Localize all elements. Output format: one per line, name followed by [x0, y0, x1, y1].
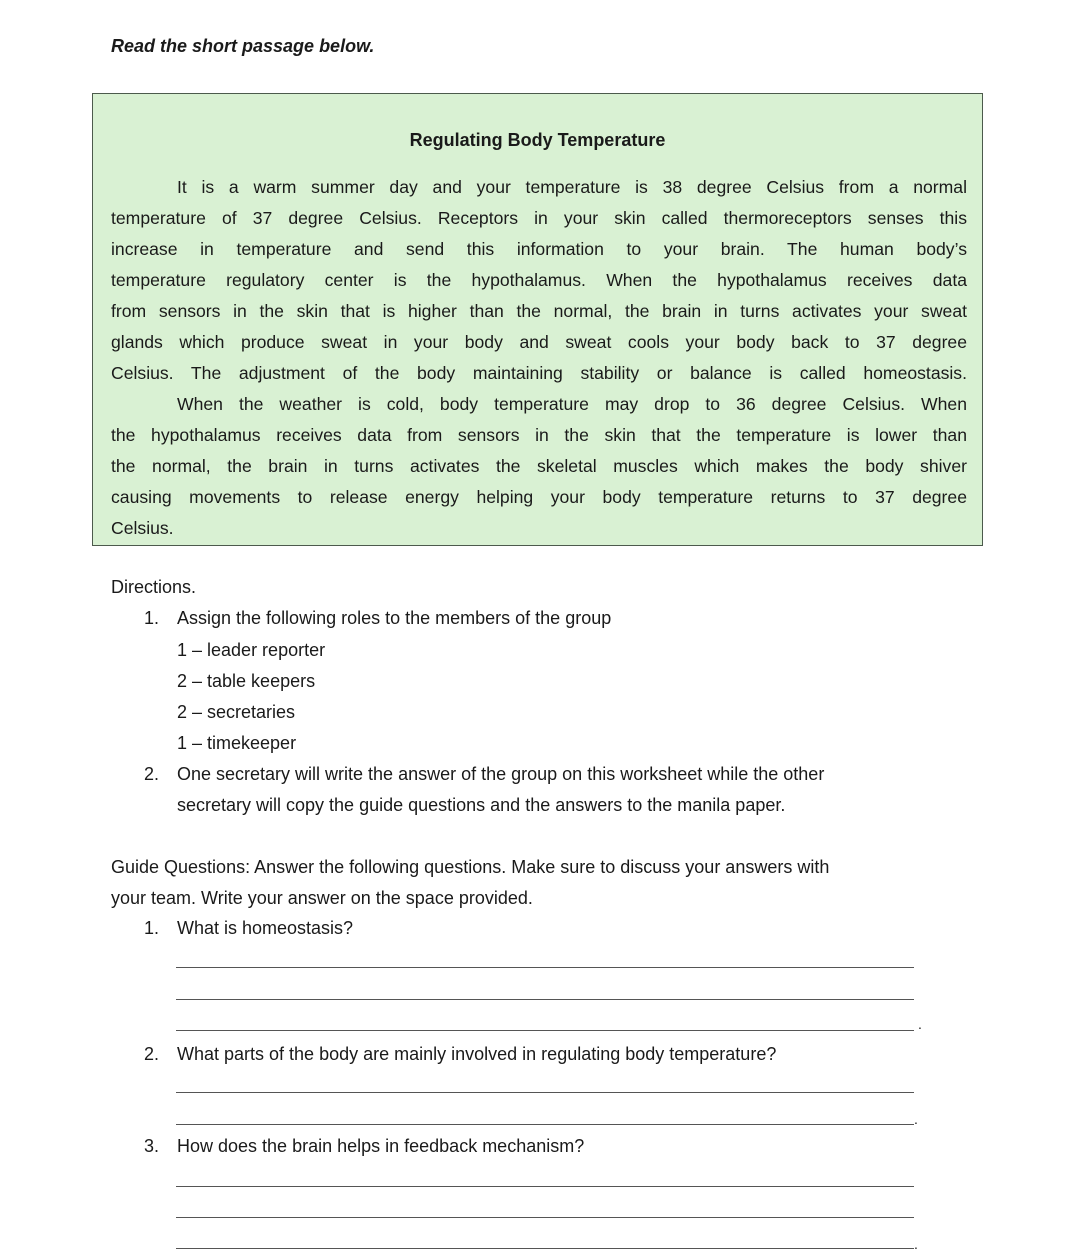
answer-line[interactable]	[176, 999, 914, 1000]
question-number: 1.	[144, 918, 160, 938]
role-item: 2 – table keepers	[177, 671, 316, 691]
passage-line: temperature of 37 degree Celsius. Receptors in your skin called thermoreceptors senses this	[111, 208, 967, 228]
guide-instructions: Guide Questions: Answer the following questions. Make sure to discuss your answers with	[111, 857, 830, 877]
passage-line: the hypothalamus receives data from sensors in the skin that the temperature is lower than	[111, 425, 967, 445]
passage-title: Regulating Body Temperature	[409, 130, 666, 150]
passage-box	[92, 93, 983, 546]
role-item: 2 – secretaries	[177, 702, 296, 722]
question-number: 2.	[144, 1044, 160, 1064]
role-item: 1 – leader reporter	[177, 640, 326, 660]
question-2: What parts of the body are mainly involved in regulating body temperature?	[177, 1044, 777, 1064]
passage-line: glands which produce sweat in your body and sweat cools your body back to 37 degree	[111, 332, 967, 352]
answer-line[interactable]	[176, 1186, 914, 1187]
direction-item: One secretary will write the answer of the group on this worksheet while the other	[177, 764, 825, 784]
passage-line: It is a warm summer day and your temperature is 38 degree Celsius from a normal	[177, 177, 967, 197]
answer-line[interactable]	[176, 1092, 914, 1093]
passage-line: the normal, the brain in turns activates the skeletal muscles which makes the body shiver	[111, 456, 967, 476]
passage-line: from sensors in the skin that is higher than the normal, the brain in turns activates your sweat	[111, 301, 967, 321]
direction-number: 2.	[144, 764, 160, 784]
answer-line[interactable]	[176, 1217, 914, 1218]
direction-number: 1.	[144, 608, 160, 628]
passage-line: Celsius.	[111, 518, 174, 538]
answer-line[interactable]	[176, 967, 914, 968]
passage-line: temperature regulatory center is the hypothalamus. When the hypothalamus receives data	[111, 270, 967, 290]
period: .	[914, 1236, 918, 1252]
guide-instructions: your team. Write your answer on the space provided.	[111, 888, 533, 908]
passage-line: When the weather is cold, body temperature may drop to 36 degree Celsius. When	[177, 394, 967, 414]
directions-heading: Directions.	[111, 577, 197, 597]
intro-instruction: Read the short passage below.	[111, 36, 375, 56]
passage-line: causing movements to release energy helping your body temperature returns to 37 degree	[111, 487, 967, 507]
passage-text	[111, 172, 967, 544]
question-number: 3.	[144, 1136, 160, 1156]
role-item: 1 – timekeeper	[177, 733, 297, 753]
passage-line: Celsius. The adjustment of the body maintaining stability or balance is called homeostasis.	[111, 363, 967, 383]
period: .	[914, 1111, 918, 1127]
direction-item: secretary will copy the guide questions and the answers to the manila paper.	[177, 795, 786, 815]
answer-line[interactable]	[176, 1248, 914, 1249]
answer-line[interactable]	[176, 1124, 914, 1125]
question-1: What is homeostasis?	[177, 918, 354, 938]
answer-line[interactable]	[176, 1030, 914, 1031]
passage-line: increase in temperature and send this information to your brain. The human body’s	[111, 239, 967, 259]
period: .	[918, 1016, 922, 1032]
direction-item: Assign the following roles to the members of the group	[177, 608, 612, 628]
question-3: How does the brain helps in feedback mechanism?	[177, 1136, 585, 1156]
